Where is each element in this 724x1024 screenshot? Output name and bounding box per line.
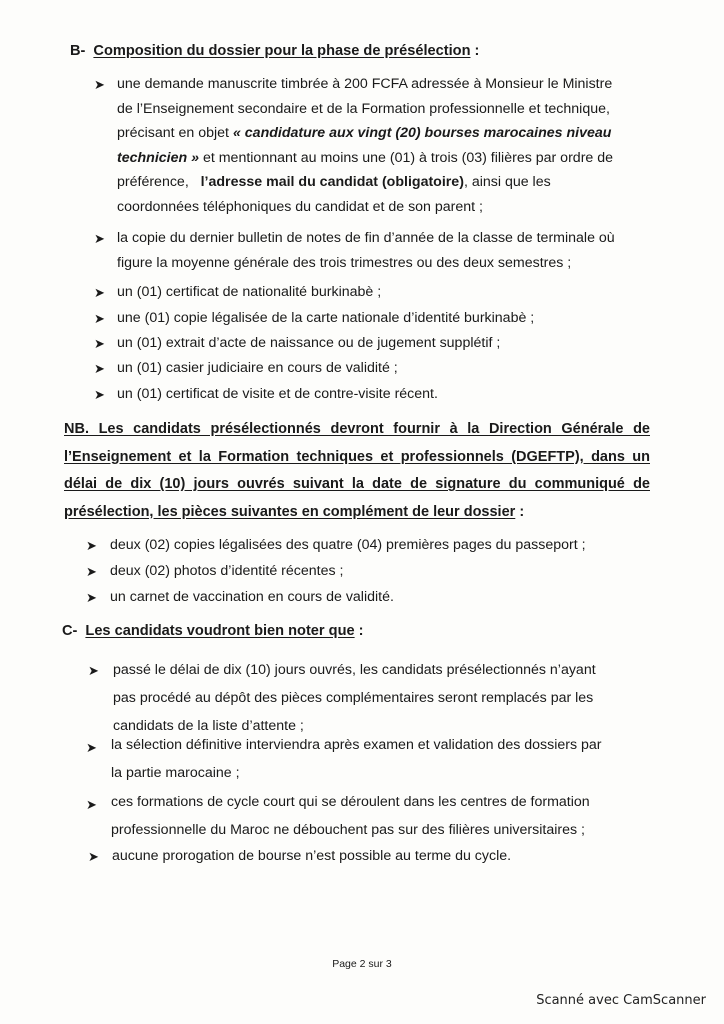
list-item-line <box>117 121 647 146</box>
arrow-bullet-icon: ➤ <box>94 311 105 326</box>
heading-colon: : <box>354 623 364 639</box>
arrow-bullet-icon: ➤ <box>86 564 97 579</box>
list-item-line: de l’Enseignement secondaire et de la Formation professionnelle et technique, <box>117 100 610 117</box>
list-item-line: deux (02) copies légalisées des quatre (04) premières pages du passeport ; <box>110 537 586 553</box>
page-number: Page 2 sur 3 <box>332 958 392 970</box>
list-item-line: une (01) copie légalisée de la carte nationale d’identité burkinabè ; <box>117 310 535 326</box>
section-letter: B- <box>70 43 86 59</box>
list-item-line: passé le délai de dix (10) jours ouvrés, les candidats présélectionnés n’ayant <box>113 662 596 678</box>
list-item-line: coordonnées téléphoniques du candidat et de son parent ; <box>117 198 484 215</box>
arrow-bullet-icon: ➤ <box>94 231 105 246</box>
nb-line <box>64 499 650 527</box>
list-item-line: une demande manuscrite timbrée à 200 FCFA adressée à Monsieur le Ministre <box>117 76 613 92</box>
object-quote-end: technicien » <box>117 149 200 166</box>
list-item-line: pas procédé au dépôt des pièces complémentaires seront remplacés par les <box>113 690 594 706</box>
list-item-line: la copie du dernier bulletin de notes de fin d’année de la classe de terminale où <box>117 230 615 246</box>
email-required-text: l’adresse mail du candidat (obligatoire) <box>200 174 464 190</box>
arrow-bullet-icon: ➤ <box>94 387 105 402</box>
list-item-line: deux (02) photos d’identité récentes ; <box>110 563 344 579</box>
nb-line: NB. Les candidats présélectionnés devront fournir à la Direction Générale de <box>64 421 650 437</box>
section-title: Composition du dossier pour la phase de présélection <box>93 43 471 59</box>
object-quote: « candidature aux vingt (20) bourses marocaines niveau <box>232 125 612 141</box>
text-run: précisant en objet <box>117 125 229 141</box>
section-letter: C- <box>62 623 78 639</box>
section-b-heading <box>70 43 479 59</box>
text-run: préférence, <box>117 174 189 190</box>
list-item-line: un (01) casier judiciaire en cours de validité ; <box>117 360 398 376</box>
list-item-line <box>117 170 647 195</box>
list-item-line: un carnet de vaccination en cours de validité. <box>110 589 394 605</box>
list-item-line: la partie marocaine ; <box>111 765 240 781</box>
nb-paragraph <box>64 416 650 526</box>
arrow-bullet-icon: ➤ <box>86 538 97 553</box>
list-item-line: ces formations de cycle court qui se déroulent dans les centres de formation <box>111 794 590 810</box>
arrow-bullet-icon: ➤ <box>94 77 105 92</box>
text-run: , ainsi que les <box>463 174 551 190</box>
text-run: et mentionnant au moins une (01) à trois (03) filières par ordre de <box>199 149 614 166</box>
list-item-line: un (01) certificat de visite et de contre-visite récent. <box>117 386 438 402</box>
arrow-bullet-icon: ➤ <box>94 361 105 376</box>
list-item-line: un (01) certificat de nationalité burkinabè ; <box>117 284 382 300</box>
list-item-line: un (01) extrait d’acte de naissance ou de jugement supplétif ; <box>117 335 501 351</box>
nb-colon: : <box>515 503 525 520</box>
nb-line: l’Enseignement et la Formation techniques et professionnels (DGEFTP), dans un <box>64 448 650 465</box>
list-item-line: professionnelle du Maroc ne débouchent pas sur des filières universitaires ; <box>111 822 585 838</box>
section-c-heading <box>62 623 364 639</box>
arrow-bullet-icon: ➤ <box>86 590 97 605</box>
list-item-line: la sélection définitive interviendra après examen et validation des dossiers par <box>111 737 602 753</box>
arrow-bullet-icon: ➤ <box>94 336 105 351</box>
arrow-bullet-icon: ➤ <box>86 797 97 812</box>
arrow-bullet-icon: ➤ <box>94 285 105 300</box>
list-item-line: figure la moyenne générale des trois trimestres ou des deux semestres ; <box>117 254 572 271</box>
nb-line-text: présélection, les pièces suivantes en complément de leur dossier <box>64 503 516 520</box>
heading-colon: : <box>470 43 480 59</box>
arrow-bullet-icon: ➤ <box>88 849 99 864</box>
arrow-bullet-icon: ➤ <box>86 740 97 755</box>
list-item-line: aucune prorogation de bourse n’est possible au terme du cycle. <box>112 848 512 864</box>
list-item-line <box>117 146 647 171</box>
list-item-line: candidats de la liste d’attente ; <box>113 718 304 734</box>
scanner-watermark: Scanné avec CamScanner <box>536 993 706 1008</box>
section-title: Les candidats voudront bien noter que <box>85 623 355 639</box>
nb-line: délai de dix (10) jours ouvrés suivant la date de signature du communiqué de <box>64 476 650 492</box>
arrow-bullet-icon: ➤ <box>88 663 99 678</box>
